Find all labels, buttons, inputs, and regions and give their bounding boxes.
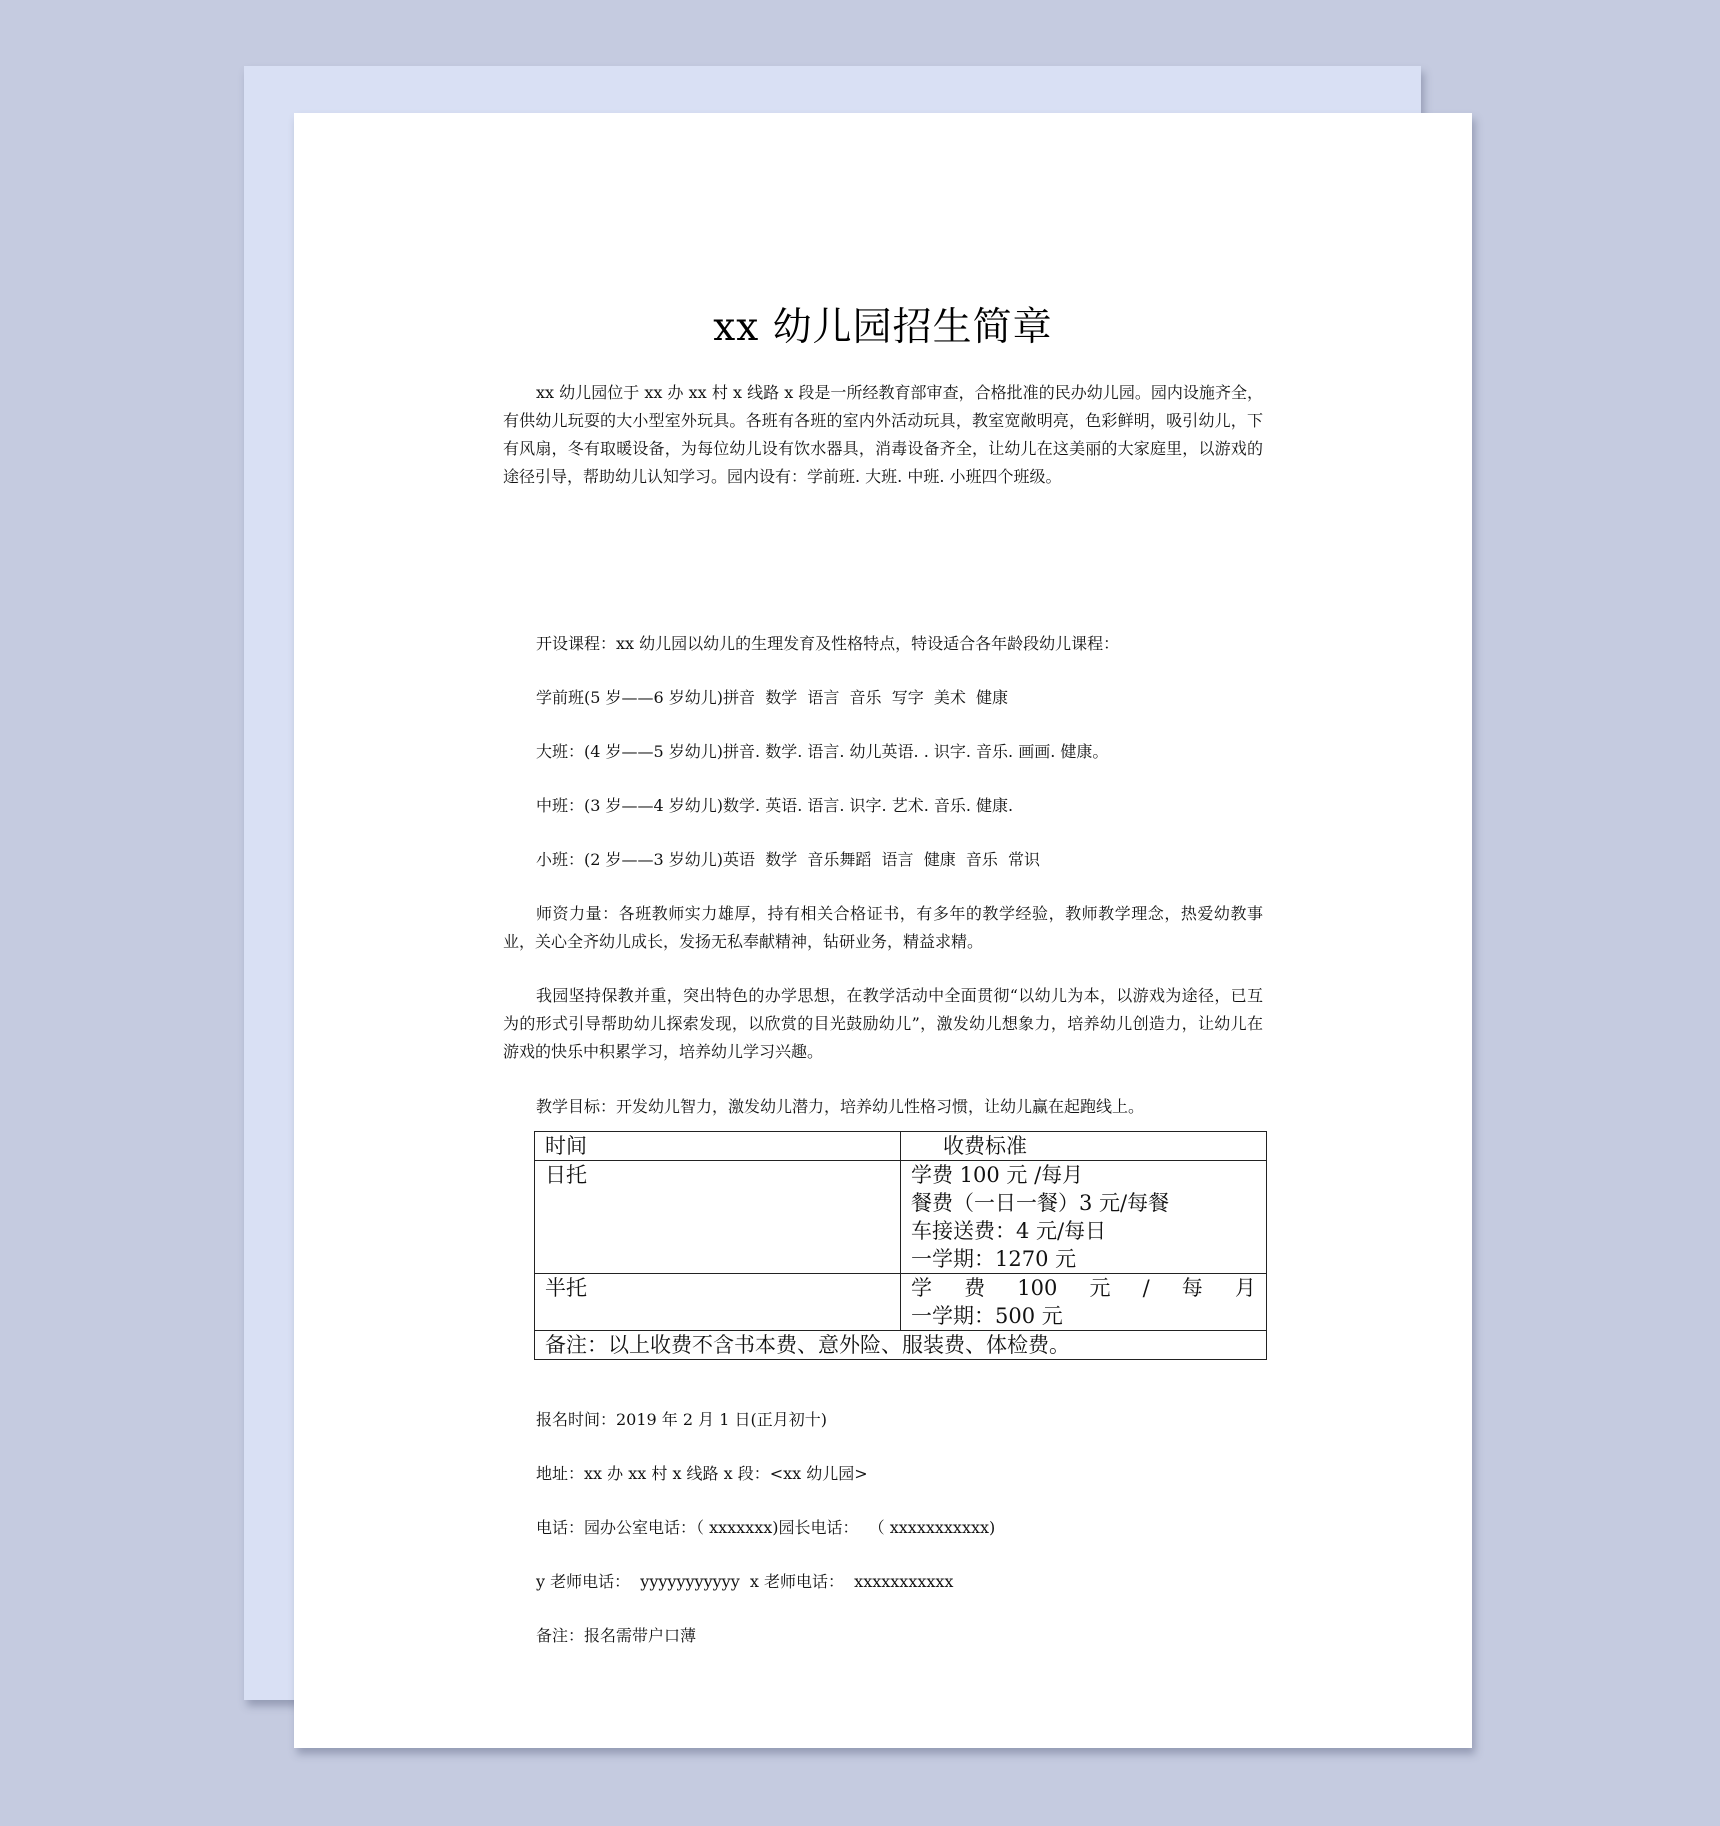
spread-char: 每 (1181, 1276, 1203, 1300)
preschool-class-line: 学前班(5 岁——6 岁幼儿)拼音 数学 语言 音乐 写字 美术 健康 (536, 688, 1009, 707)
half-care-label: 半托 (535, 1274, 901, 1331)
teachers-paragraph: 师资力量：各班教师实力雄厚，持有相关合格证书，有多年的教学经验，教师教学理念，热爱幼教事业，关心全齐幼儿成长，发扬无私奉献精神，钻研业务，精益求精。 (503, 904, 1263, 951)
day-care-fees (901, 1161, 1267, 1274)
header-fee-cell: 收费标准 (901, 1132, 1267, 1161)
address-line: 地址：xx 办 xx 村 x 线路 x 段：<xx 幼儿园> (536, 1464, 868, 1483)
senior-class-line: 大班：(4 岁——5 岁幼儿)拼音. 数学. 语言. 幼儿英语. . 识字. 音乐. 画画. 健康。 (536, 742, 1109, 761)
spread-char: 学 (911, 1276, 932, 1300)
signup-time-line: 报名时间：2019 年 2 月 1 日(正月初十) (536, 1410, 827, 1429)
day-care-fee-line: 车接送费：4 元/每日 (911, 1219, 1107, 1243)
fee-note-cell: 备注：以上收费不含书本费、意外险、服装费、体检费。 (535, 1331, 1267, 1360)
table-header-row (535, 1132, 1267, 1161)
day-care-fee-line: 一学期：1270 元 (911, 1247, 1077, 1271)
teaching-goal-paragraph: 教学目标：开发幼儿智力，激发幼儿潜力，培养幼儿性格习惯，让幼儿赢在起跑线上。 (536, 1097, 1145, 1116)
spread-char: 月 (1234, 1276, 1256, 1300)
half-care-fee-line (911, 1274, 1256, 1302)
remark-line: 备注：报名需带户口薄 (536, 1626, 697, 1645)
half-care-semester-line: 一学期：500 元 (911, 1304, 1063, 1328)
spread-char: 元 (1089, 1276, 1111, 1300)
intro-paragraph: xx 幼儿园位于 xx 办 xx 村 x 线路 x 段是一所经教育部审查，合格批准的民办幼儿园。园内设施齐全，有供幼儿玩耍的大小型室外玩具。各班有各班的室内外活动玩具，教室宽敞明亮，色彩鲜明，吸引幼儿，下有风扇，冬有取暖设备，为每位幼儿设有饮水器具，消毒设备齐全，让幼儿在这美丽的大家庭里，以游戏的途径引导，帮助幼儿认知学习。园内设有：学前班. 大班. 中班. 小班四个班级。 (503, 383, 1263, 486)
middle-class-line: 中班：(3 岁——4 岁幼儿)数学. 英语. 语言. 识字. 艺术. 音乐. 健康. (536, 796, 1014, 815)
document-title: xx 幼儿园招生简章 (713, 305, 1053, 350)
day-care-fee-line: 学费 100 元 /每月 (911, 1163, 1084, 1187)
spread-char: / (1142, 1276, 1150, 1300)
table-row-half-care (535, 1274, 1267, 1331)
document-page (294, 113, 1472, 1748)
teacher-phone-line: y 老师电话： yyyyyyyyyyy x 老师电话： xxxxxxxxxxx (536, 1572, 954, 1591)
day-care-label: 日托 (535, 1161, 901, 1274)
day-care-fee-line: 餐费（一日一餐）3 元/每餐 (911, 1191, 1170, 1215)
spread-char: 费 (964, 1276, 986, 1300)
spread-char: 100 (1017, 1276, 1058, 1300)
header-time-cell: 时间 (535, 1132, 901, 1161)
table-row-day-care (535, 1161, 1267, 1274)
philosophy-paragraph: 我园坚持保教并重，突出特色的办学思想，在教学活动中全面贯彻“以幼儿为本，以游戏为途径，已互为的形式引导帮助幼儿探索发现，以欣赏的目光鼓励幼儿”，激发幼儿想象力，培养幼儿创造力，让幼儿在游戏的快乐中积累学习，培养幼儿学习兴趣。 (503, 986, 1263, 1061)
courses-paragraph: 开设课程：xx 幼儿园以幼儿的生理发育及性格特点，特设适合各年龄段幼儿课程： (536, 634, 1120, 653)
fee-table (534, 1131, 1267, 1360)
phone-line: 电话：园办公室电话：（ xxxxxxx)园长电话： （ xxxxxxxxxxx) (536, 1518, 996, 1537)
junior-class-line: 小班：(2 岁——3 岁幼儿)英语 数学 音乐舞蹈 语言 健康 音乐 常识 (536, 850, 1041, 869)
half-care-fees (901, 1274, 1267, 1331)
table-note-row (535, 1331, 1267, 1360)
